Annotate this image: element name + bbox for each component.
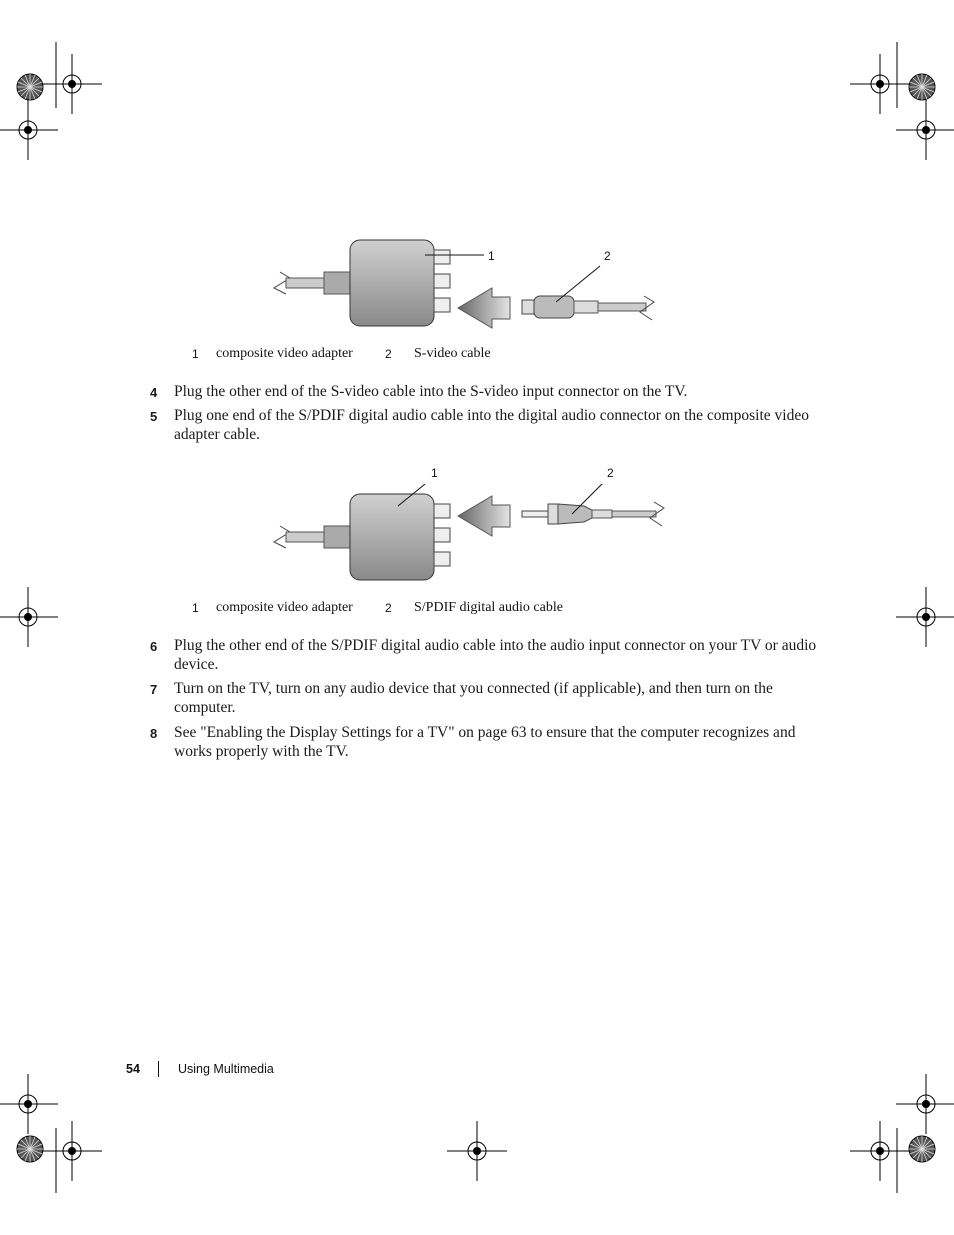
callout-1: 1 [431, 466, 438, 480]
footer-divider [158, 1061, 159, 1077]
step-number: 6 [150, 639, 158, 654]
legend-label: S-video cable [414, 346, 491, 361]
step-text: Turn on the TV, turn on any audio device that you connected (if applicable), and then turn on the computer. [174, 680, 773, 716]
legend-number: 1 [192, 601, 199, 615]
legend-number: 1 [192, 347, 199, 361]
svideo-connection-illustration [260, 230, 680, 340]
step-text: Plug the other end of the S-video cable into the S-video input connector on the TV. [174, 383, 688, 400]
legend-number: 2 [385, 601, 392, 615]
legend-label: composite video adapter [216, 346, 353, 361]
callout-2: 2 [607, 466, 614, 480]
callout-1: 1 [488, 249, 495, 263]
legend-label: composite video adapter [216, 600, 353, 615]
spdif-connection-illustration [260, 484, 680, 594]
step-text: See "Enabling the Display Settings for a TV" on page 63 to ensure that the computer recognizes and works properly with the TV. [174, 724, 796, 760]
page-number: 54 [126, 1062, 140, 1076]
step-text: Plug the other end of the S/PDIF digital audio cable into the audio input connector on your TV or audio device. [174, 637, 817, 673]
step-number: 5 [150, 409, 158, 424]
legend-label: S/PDIF digital audio cable [414, 600, 563, 615]
legend-number: 2 [385, 347, 392, 361]
step-number: 7 [150, 682, 158, 697]
step-text: Plug one end of the S/PDIF digital audio cable into the digital audio connector on the composite video adapter cable. [174, 407, 809, 443]
step-number: 8 [150, 726, 158, 741]
section-title: Using Multimedia [178, 1062, 274, 1076]
callout-2: 2 [604, 249, 611, 263]
step-number: 4 [150, 385, 158, 400]
